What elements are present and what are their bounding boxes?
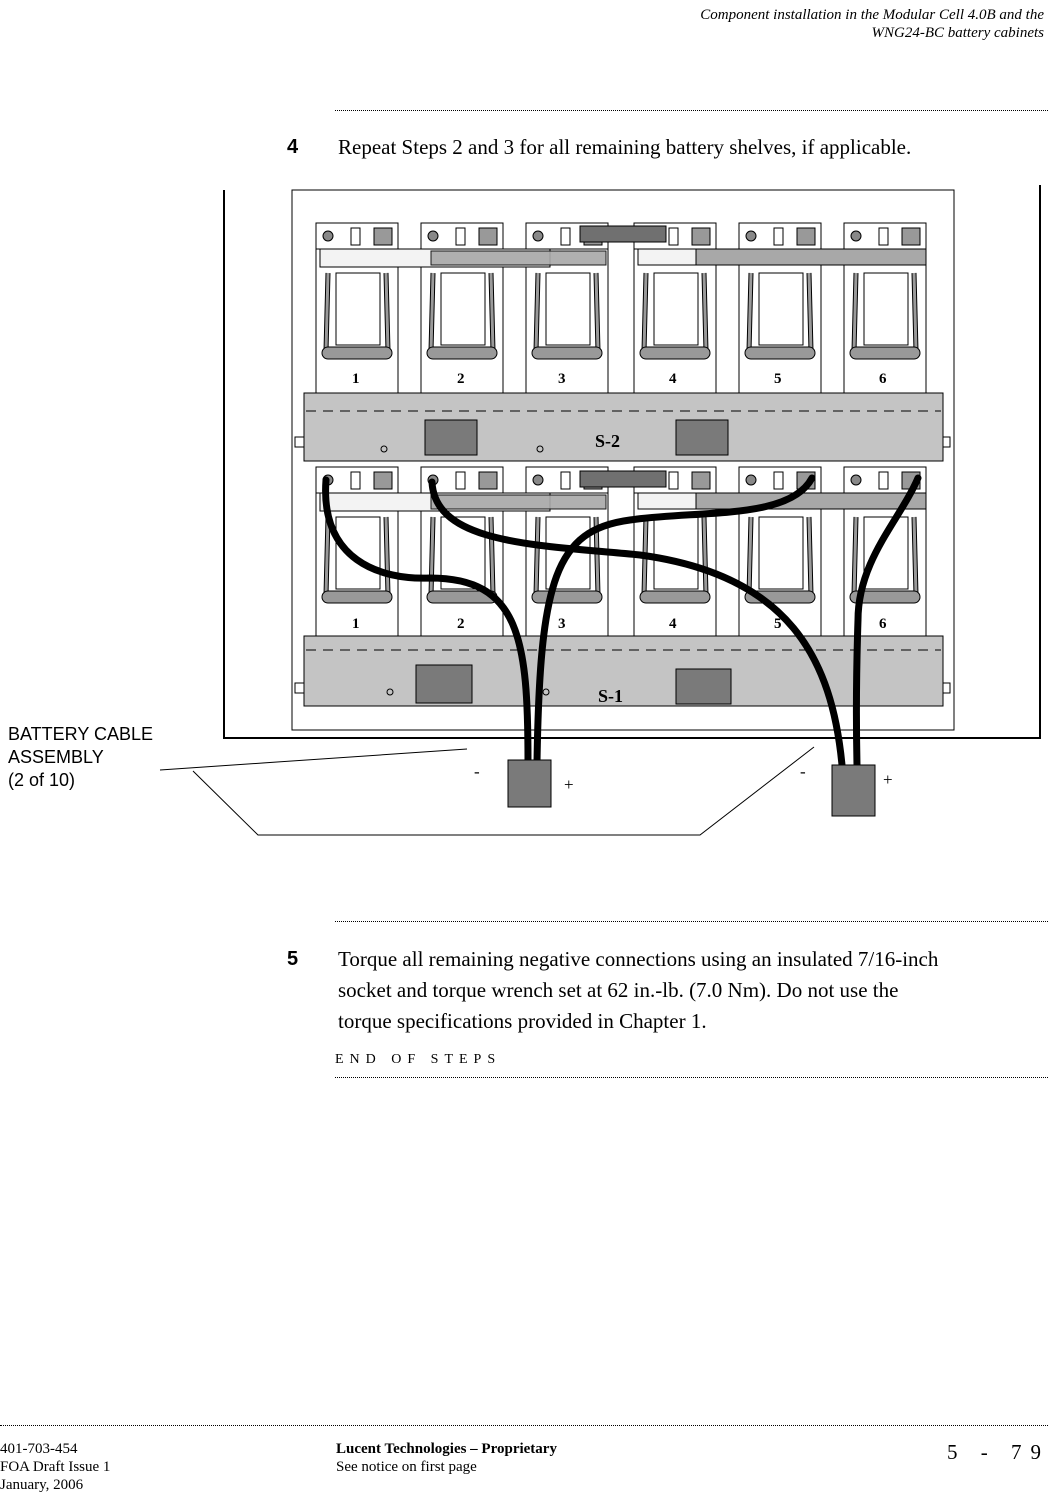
connector-left-plus: + — [564, 775, 574, 794]
battery-window — [336, 273, 380, 345]
battery-vent — [669, 472, 678, 489]
battery-number: 5 — [774, 371, 782, 387]
end-of-steps: END OF STEPS — [335, 1052, 502, 1067]
step-5-line-3: torque specifications provided in Chapter 1. — [338, 1009, 707, 1033]
battery-number: 2 — [457, 371, 465, 387]
battery-window — [864, 273, 908, 345]
connector-left-minus: - — [474, 762, 480, 781]
shelf-s1-bracket — [416, 665, 472, 703]
step-4-number: 4 — [287, 136, 299, 158]
battery-cables — [326, 478, 918, 765]
battery-handle-grip — [640, 347, 710, 359]
battery-row-top — [316, 223, 926, 393]
callout-line-3: (2 of 10) — [8, 770, 76, 790]
battery-terminal-block — [797, 228, 815, 245]
battery-number: 6 — [879, 616, 887, 632]
battery-terminal-block — [692, 472, 710, 489]
separator-top — [335, 110, 1048, 111]
battery-vent — [669, 228, 678, 245]
header-line-1: Component installation in the Modular Cell 4.0B and the — [700, 7, 1044, 23]
battery-number: 3 — [558, 371, 566, 387]
battery-number: 2 — [457, 616, 465, 632]
bottom-link-bar — [580, 471, 666, 487]
battery-handle-grip — [532, 347, 602, 359]
shelf-s1-label: S-1 — [598, 686, 624, 706]
footer-separator — [0, 1425, 1048, 1426]
header-line-2: WNG24-BC battery cabinets — [871, 25, 1044, 41]
battery-terminal-block — [374, 472, 392, 489]
callout-line-1: BATTERY CABLE — [8, 724, 154, 744]
battery-number: 4 — [669, 371, 677, 387]
battery-handle-grip — [322, 347, 392, 359]
step-5-line-2: socket and torque wrench set at 62 in.-lb. (7.0 Nm). Do not use the — [338, 978, 899, 1002]
footer-notice: See notice on first page — [336, 1459, 477, 1475]
battery-window — [546, 273, 590, 345]
battery-number: 1 — [352, 371, 360, 387]
footer-center — [336, 1440, 557, 1476]
battery-number: 4 — [669, 616, 677, 632]
step-5-number: 5 — [287, 948, 299, 970]
battery-cabinet-figure — [0, 185, 1050, 845]
battery-vent — [456, 472, 465, 489]
battery-terminal — [851, 475, 861, 485]
shelf-s1-bracket — [676, 669, 731, 704]
strap-right-gray — [696, 249, 926, 265]
connector-right-plus: + — [883, 770, 893, 789]
battery-handle-grip — [640, 591, 710, 603]
battery-vent — [879, 472, 888, 489]
battery-vent — [351, 228, 360, 245]
battery-vent — [351, 472, 360, 489]
shelf-s2-bracket — [425, 420, 477, 455]
battery-handle-grip — [427, 347, 497, 359]
battery-terminal-block — [374, 228, 392, 245]
footer-issue: FOA Draft Issue 1 — [0, 1459, 111, 1475]
battery-window — [654, 273, 698, 345]
footer-doc-number: 401-703-454 — [0, 1441, 78, 1457]
step-5-text — [338, 944, 938, 1037]
separator-end — [335, 1077, 1048, 1078]
battery-window — [759, 273, 803, 345]
battery-vent — [774, 472, 783, 489]
strap-left-gray — [431, 251, 606, 265]
battery-vent — [879, 228, 888, 245]
callout-bracket — [193, 747, 814, 835]
page-number: 5 - 79 — [947, 1440, 1050, 1464]
connector-right-minus: - — [800, 762, 806, 781]
shelf-s2-plate — [304, 393, 943, 461]
battery-handle-grip — [532, 591, 602, 603]
footer-company: Lucent Technologies – Proprietary — [336, 1441, 557, 1457]
shelf-s2-bracket — [676, 420, 728, 455]
battery-handle-grip — [745, 347, 815, 359]
battery-number: 3 — [558, 616, 566, 632]
strap-right-gray — [696, 493, 926, 509]
battery-vent — [561, 472, 570, 489]
separator-middle — [335, 921, 1048, 922]
step-4-text: Repeat Steps 2 and 3 for all remaining battery shelves, if applicable. — [338, 135, 912, 159]
battery-terminal-block — [479, 228, 497, 245]
battery-number: 6 — [879, 371, 887, 387]
battery-terminal — [851, 231, 861, 241]
strap-left-gray — [431, 495, 606, 509]
footer-date: January, 2006 — [0, 1477, 84, 1493]
battery-terminal — [428, 231, 438, 241]
battery-window — [654, 517, 698, 589]
battery-cable-callout — [8, 723, 153, 792]
connector-right — [832, 765, 875, 816]
battery-window — [441, 273, 485, 345]
shelf-s2-label: S-2 — [595, 431, 621, 451]
battery-number: 5 — [774, 616, 782, 632]
battery-terminal — [533, 475, 543, 485]
top-link-bar — [580, 226, 666, 242]
battery-terminal — [746, 475, 756, 485]
battery-terminal-block — [902, 228, 920, 245]
battery-terminal — [746, 231, 756, 241]
callout-leader — [160, 749, 467, 770]
shelf-s1-plate — [304, 636, 943, 706]
battery-handle-grip — [850, 347, 920, 359]
battery-window — [759, 517, 803, 589]
callout-line-2: ASSEMBLY — [8, 747, 104, 767]
battery-handle-grip — [322, 591, 392, 603]
battery-terminal — [533, 231, 543, 241]
battery-window — [336, 517, 380, 589]
battery-terminal-block — [692, 228, 710, 245]
battery-vent — [774, 228, 783, 245]
battery-terminal — [323, 231, 333, 241]
battery-number: 1 — [352, 616, 360, 632]
step-5-line-1: Torque all remaining negative connections using an insulated 7/16-inch — [338, 947, 939, 971]
connector-left — [508, 760, 551, 807]
battery-vent — [456, 228, 465, 245]
battery-terminal-block — [479, 472, 497, 489]
running-header — [700, 6, 1044, 42]
battery-vent — [561, 228, 570, 245]
footer-left — [0, 1440, 110, 1494]
